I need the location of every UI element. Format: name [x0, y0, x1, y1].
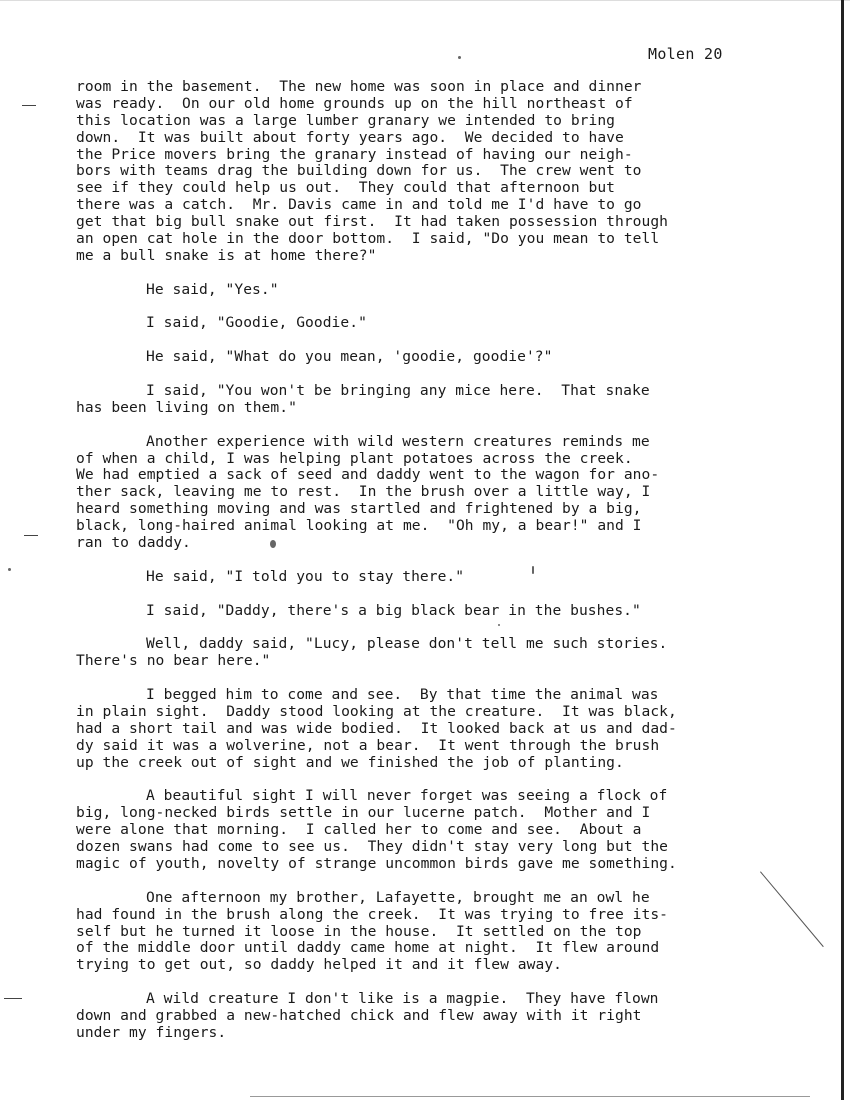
page-top-edge [0, 0, 850, 1]
scan-speck [270, 540, 276, 548]
text-line: dozen swans had come to see us. They didn't stay very long but the [76, 838, 669, 856]
blank-line [76, 417, 766, 434]
blank-line [76, 366, 766, 383]
text-line: under my fingers. [76, 1023, 227, 1041]
blank-line [76, 772, 766, 789]
text-line: of when a child, I was helping plant potatoes across the creek. [76, 449, 633, 467]
text-line: this location was a large lumber granary we intended to bring [76, 111, 616, 129]
scan-mark [4, 998, 22, 999]
text-line: heard something moving and was startled and frightened by a big, [76, 500, 642, 518]
text-line: I said, "Goodie, Goodie." [146, 314, 367, 332]
blank-line [76, 873, 766, 890]
text-line: We had emptied a sack of seed and daddy went to the wagon for ano- [76, 466, 660, 484]
blank-line [76, 299, 766, 316]
text-line: A beautiful sight I will never forget was seeing a flock of [146, 787, 668, 805]
text-line: ran to daddy. [76, 534, 191, 552]
text-line: Another experience with wild western creatures reminds me [146, 432, 650, 450]
text-line: dy said it was a wolverine, not a bear. It went through the brush [76, 736, 660, 754]
text-line: He said, "Yes." [146, 280, 279, 298]
blank-line [76, 670, 766, 687]
page-header: Molen 20 [648, 45, 723, 63]
blank-line [76, 586, 766, 603]
text-line: there was a catch. Mr. Davis came in and told me I'd have to go [76, 196, 642, 214]
text-line: big, long-necked birds settle in our lucerne patch. Mother and I [76, 804, 651, 822]
text-line: A wild creature I don't like is a magpie. They have flown [146, 990, 659, 1008]
text-line: the Price movers bring the granary instead of having our neigh- [76, 145, 633, 163]
text-line: self but he turned it loose in the house. It settled on the top [76, 922, 642, 940]
text-line: I said, "You won't be bringing any mice here. That snake [146, 382, 650, 400]
text-line: down and grabbed a new-hatched chick and flew away with it right [76, 1006, 642, 1024]
scan-border [841, 0, 844, 1100]
scan-speck [458, 56, 461, 59]
text-line: trying to get out, so daddy helped it and it flew away. [76, 956, 562, 974]
text-line: had a short tail and was wide bodied. It looked back at us and dad- [76, 719, 677, 737]
text-line: I said, "Daddy, there's a big black bear in the bushes." [146, 601, 641, 619]
text-line: has been living on them." [76, 398, 297, 416]
text-line: in plain sight. Daddy stood looking at the creature. It was black, [76, 702, 677, 720]
text-line: I begged him to come and see. By that time the animal was [146, 686, 659, 704]
text-line: bors with teams drag the building down for us. The crew went to [76, 162, 642, 180]
text-line: get that big bull snake out first. It had taken possession through [76, 213, 669, 231]
blank-line [76, 265, 766, 282]
text-line: He said, "I told you to stay there." [146, 567, 465, 585]
text-line: One afternoon my brother, Lafayette, brought me an owl he [146, 888, 650, 906]
text-line: were alone that morning. I called her to come and see. About a [76, 821, 642, 839]
scan-mark [24, 535, 38, 536]
scan-speck [8, 568, 11, 571]
text-line: down. It was built about forty years ago. We decided to have [76, 128, 624, 146]
blank-line [76, 332, 766, 349]
blank-line [76, 552, 766, 569]
blank-line [76, 620, 766, 637]
blank-line [76, 974, 766, 991]
scan-bottom-rule [250, 1096, 810, 1097]
text-line: room in the basement. The new home was soon in place and dinner [76, 78, 642, 95]
scan-mark [22, 105, 36, 106]
page-body [76, 79, 766, 1042]
text-line: was ready. On our old home grounds up on the hill northeast of [76, 94, 633, 112]
text-line: of the middle door until daddy came home at night. It flew around [76, 939, 660, 957]
text-line: me a bull snake is at home there?" [76, 246, 377, 264]
text-line: There's no bear here." [76, 652, 271, 670]
text-line: had found in the brush along the creek. It was trying to free its- [76, 905, 669, 923]
text-line: magic of youth, novelty of strange uncommon birds gave me something. [76, 854, 677, 872]
text-line: see if they could help us out. They could that afternoon but [76, 179, 616, 197]
scan-streak [760, 871, 824, 947]
text-line: black, long-haired animal looking at me. "Oh my, a bear!" and I [76, 517, 642, 535]
scan-speck [498, 624, 500, 626]
scan-speck [532, 566, 534, 574]
text-line: ther sack, leaving me to rest. In the brush over a little way, I [76, 483, 651, 501]
text-line: Well, daddy said, "Lucy, please don't tell me such stories. [146, 635, 668, 653]
text-line: up the creek out of sight and we finished the job of planting. [76, 753, 624, 771]
text-line: an open cat hole in the door bottom. I said, "Do you mean to tell [76, 230, 660, 248]
text-line: He said, "What do you mean, 'goodie, goodie'?" [146, 348, 553, 366]
